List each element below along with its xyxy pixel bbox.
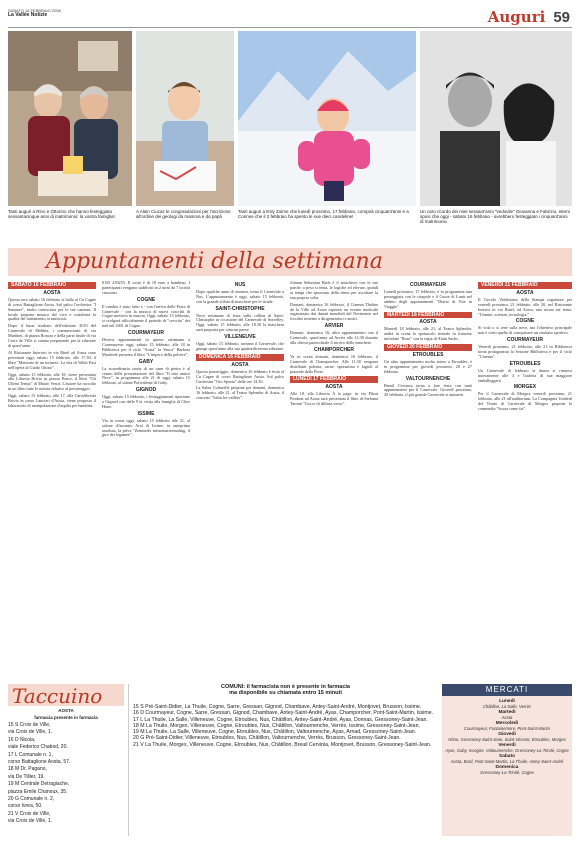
markets-box xyxy=(442,684,572,836)
article-paragraph: Va in scena domani, domenica 16 febbraio, il Carnevale di Champorcher. Alle 11.30 vengono distribuiti polenta, carne, spezzatino e fagioli al piazzale della Poste. xyxy=(290,353,378,374)
masthead xyxy=(8,8,61,18)
pharmacy-item: corso Battaglione Aosta, 57. xyxy=(8,759,71,766)
day-header: GIOVEDÌ 20 FEBBRAIO xyxy=(384,344,472,351)
market-places: Aosta xyxy=(501,715,513,720)
article-paragraph: Il cambio è stato fatto e - con l'arrivo delle Feste di Carnevale - con la musica di nuovi coscritti di Cogne mettersi in marcia. Oggi, sabato 15 febbraio, si svolgerà ufficialmente il periodo di "crescita" dei nati nel 2001 di Cogne. xyxy=(102,303,190,329)
page-title: Appuntamenti della settimana xyxy=(46,249,383,274)
article-paragraph: Un Carnevale di febbraio la danza si rinnova nuovamente alle 4 e l'auletta di sua maggiore emballeggerà. xyxy=(478,367,572,383)
town-heading: AOSTA xyxy=(419,319,437,326)
town-heading: AOSTA xyxy=(516,289,534,296)
town-heading: CHAMPORCHER xyxy=(314,346,354,353)
article-paragraph: Oggi, sabato 15 febbraio, tornano il Carnevale, che giunge quest'anno alla sua quattordicesima edizione. xyxy=(196,341,284,351)
town-heading: GIGNOD xyxy=(135,387,157,394)
pharmacy-item: via Croix de Ville, 1. xyxy=(8,729,53,736)
comuni-header-line: COMUNI: il farmacista non è presente in farmacia xyxy=(221,684,350,690)
town-heading: COGNE xyxy=(515,318,535,325)
pharmacy-item: 18 M Dr. Pagano, xyxy=(8,766,47,773)
article-paragraph: Martedì 18 febbraio, alle 21, al Teatro Splendor, andrà in scena lo spettacolo teatrale in francese intitolato "Rose" con la regia di Alain Sachs. xyxy=(384,326,472,342)
pharmacy-item: 15 S Croix de Ville, xyxy=(8,722,51,728)
comuni-item: 20 G Pré-Saint-Didier, Villeneuve, Etroubles, Nus, Châtillon, Valtournenche, Verrès, Brusson, Gressoney-Saint-Jean. xyxy=(133,735,401,742)
article-paragraph: Al Ristorante Interiori in via Binel ad Aosta sono presentati oggi, sabato 15 febbraio, alle 17.30, il libro "Memorie di un torinese. La vita di Valdo Fusi nell'opera di Guido Ottino". xyxy=(8,349,96,370)
day-header: MARTEDÌ 18 FEBBRAIO xyxy=(384,312,472,319)
header-divider xyxy=(8,27,572,28)
article-paragraph: Diversi appuntamenti in questo settimana a Courmayeur: oggi, sabato 15 febbraio, alle 18 in Biblioteca per il ciclo "Aosta" la Venca" Barbara Manfredi presenta il libro "L'impero della polvere". xyxy=(102,337,190,357)
market-day: Domenica xyxy=(495,765,519,770)
town-heading: COURMAYEUR xyxy=(410,282,446,288)
town-heading: COGNE xyxy=(136,296,156,303)
photo-child-drawing xyxy=(136,31,234,206)
section-header xyxy=(488,8,570,26)
title-banner xyxy=(8,248,572,276)
comuni-item: 18 M La Thuile, Morgex, Villeneuve, Cogne, Etroubles, Nus, Châtillon, Valtournenche, Verrès, Issime, Gressoney-Saint-Jean. xyxy=(133,722,420,729)
market-day: Lunedì xyxy=(499,699,515,704)
photo-child-snow xyxy=(238,31,416,206)
pharmacy-item: 19 M Centrale Detragiache, xyxy=(8,781,70,788)
photo-caption-4: Un caro ricordo dei miei sessant'anni "vedovile" Giovanna e Fabrizio, eterni sposi che oggi - sabato 16 febbraio - avrebbero festeggiato i cinquant'anni di matrimonio xyxy=(420,209,570,225)
town-heading: MORGEX xyxy=(513,384,537,391)
photo-caption-1: Tanti auguri a Rino e Ottorino che hanno festeggiato sessantacinque anni di matrimonio: la vostra famiglia! xyxy=(8,209,115,220)
article-paragraph: La Salon Culturelle propone per domani, domenica 16 febbraio, alle 21, al Teatro Splendor di Aosta, il concerto "Salut les vallées". xyxy=(196,385,284,401)
masthead-name: La Vallée Notizie xyxy=(8,12,48,18)
town-heading: AOSTA xyxy=(231,361,249,368)
comuni-item: 21 V La Thuile, Morgex, Villeneuve, Cogne, Etroubles, Nus, Châtillon, Breuil Cervinia, Montjovet, Brusson, Gressoney-Saint-Jean. xyxy=(133,741,432,748)
market-places: Gressoney-La-Trinité, Cogne xyxy=(480,770,534,775)
market-day: Venerdì xyxy=(498,743,516,748)
markets-title: MERCATI xyxy=(442,684,572,696)
article-paragraph: Il Circolo Valdostano della Stampa organizza per venerdì prossimo, 21 febbraio, alle 20, nel Ristorante Intesisi in via Binel, ad Aosta, una serata sul tema: "Uomini, scienza, tecnologia." xyxy=(478,296,572,317)
article-paragraph: Venerdì prossimo, 21 febbraio, alle 21 in Biblioteca torna protagonista la Sezione Biblioteca e per il ciclo "Cinema". xyxy=(478,344,572,359)
pharmacy-item: corso Ivrea, 50. xyxy=(8,803,43,810)
market-day: Martedì xyxy=(498,710,516,715)
market-places: Courmayeur, Fontainemore, Pont-Saint-Martin xyxy=(464,726,550,731)
day-header: SABATO 16 FEBBRAIO xyxy=(8,282,96,289)
town-heading: SAINT-CHRISTOPHE xyxy=(215,305,265,312)
article-paragraph: Oggi, sabato 15 febbraio, alle 17, alla Cartolibreria Brivio in corso Lancieri d'Aosta, viene proposto il laboratorio di manipolazione d'argilla per bambini. xyxy=(8,393,96,408)
markets-list xyxy=(442,696,572,777)
pharmacy-subtitle: farmacia presente in farmacia xyxy=(34,715,98,720)
article-paragraph: Domani, domenica 16, altro appuntamento con il Carnevale, quest'anno ad Arvier alle 14.30 durante alla chiesa parrocchiale il ritrovo delle maschere. xyxy=(290,330,378,345)
town-heading: COURMAYEUR xyxy=(507,337,543,344)
town-heading: ETROUBLES xyxy=(509,360,541,367)
column-2 xyxy=(102,281,190,679)
town-heading: NUS xyxy=(234,282,246,288)
market-day: Mercoledì xyxy=(495,721,519,726)
column-5 xyxy=(384,281,472,679)
pharmacy-item: viale Federico Chabod, 20. xyxy=(8,744,68,751)
column-6 xyxy=(478,281,572,679)
pharmacy-list xyxy=(8,722,124,826)
photo-caption-3: Tanti auguri a Esly Zulme che lunedì prossimo, 17 febbraio, compirà cinquant'anni e a Corinne che il 2 febbraio ha spento le sue dieci candeline! xyxy=(238,209,409,220)
town-heading: VILLENEUVE xyxy=(224,334,256,341)
pharmacy-title: Taccuino xyxy=(8,684,124,706)
article-paragraph: Johann Sebastian Bach è il antichisce con le sue parole, a peso si tenta, le logiche ed elevare, quindi ai tempi che spezzano della ritmo per ascoltare la sua proprio volta. xyxy=(290,281,378,300)
day-header: DOMENICA 16 FEBBRAIO xyxy=(196,354,284,361)
town-heading: VALTOURNENCHE xyxy=(405,375,451,382)
pharmacy-item: 16 D Nicola, xyxy=(8,736,36,743)
pharmacy-item: via De Tillier, 19. xyxy=(8,773,45,780)
article-paragraph: Si vola o si tene sulla neve, ma l'obiettivo principale non è certo quello di conquistare un risultato sportivo. xyxy=(478,325,572,336)
market-places: Hône, Gressoney-Saint-Jean, Saint-Vincent, Etroubles, Morgex xyxy=(448,737,566,742)
article-paragraph: Dopo qualche anno di assenza, torna il Carnevale a Nus. L'appuntamento è oggi, sabato 15 febbraio, con la grande sfilata di maschere per le strade. xyxy=(196,288,284,304)
article-paragraph: Questa sera sabato 16 febbraio si balla al Cu Cagne di corso Battaglione Aosta. Sul palco l'orchestra "I Summer", molto conosciuta per le sue canzoni. Il locale propone musica dal vivo e sottolinea la qualità del trattamento ai musicisti. xyxy=(8,296,96,322)
town-heading: ISSIME xyxy=(137,410,155,417)
column-1 xyxy=(8,281,96,679)
town-heading: ARVIER xyxy=(324,323,344,330)
market-places: Aosta, Bard, Pont-Saint-Martin, La Thuile, Antey-Saint-André xyxy=(450,759,564,764)
article-paragraph: Un altro appuntamento molto atteso a Etroubles, è in programma per giovedì prossimo, 20 e 27 febbraio. xyxy=(384,358,472,374)
town-heading: ETROUBLES xyxy=(412,351,444,358)
masthead-date: SABATO 16 FEBBRAIO 2008 xyxy=(8,8,61,13)
article-paragraph: La straordinaria storia di un cane di pietra è al centro della presentazione del libro "Il mio amico Neve", in programma alle 21 di oggi, sabato 15 febbraio, al salone Polivalente di Gaby. xyxy=(102,365,190,386)
comuni-list xyxy=(133,704,438,748)
comuni-header xyxy=(133,684,438,696)
comuni-item: 16 D Courmayeur, Cogne, Sarre, Gressan, Gignod, Chambave, Antey-Saint-André, Ayas, Champorcher, Pont-Saint-Martin, Issime. xyxy=(133,710,434,717)
article-paragraph: Oggi, sabato 15 febbraio, alle 18, viene presentato alla Libreria Brivio in piazza Bruce, il libro "Gli Ultimi Tempi" di Mauro Vestri. L'autore ha raccolto in un libro tutte le notizie relative al personaggio. xyxy=(8,371,96,392)
market-places: Châtillon, La Salle, Verrès xyxy=(482,704,532,709)
photo-wedding-bw xyxy=(420,31,572,206)
article-paragraph: Domani, domenica 16 febbraio, il Cinema Théâtre de la Ville ad Aosta ospiterà un evento musicale organizzato dai dunati mondiali del Nevimenis nel focolari insieme a dirigenziatori e amici. xyxy=(290,301,378,322)
section-label: Auguri xyxy=(487,8,546,26)
article-paragraph: Questo pomeriggio, domenica 16 febbraio è festa al Cu Cagne di corso Battaglione Aosta. Sul palco l'orchestra "Oro Spezia" dalle ore 14.30. xyxy=(196,368,284,384)
column-4 xyxy=(290,281,378,679)
pharmacy-item: via Croix de Ville, 1. xyxy=(8,818,53,825)
article-paragraph: Alle 18, alla Libreria À la page, in via Pilzat Pirobrat ad Aosta sarà presentata il libro di Stefania Tarrani "Gocce di diffusa verso". xyxy=(290,391,378,407)
page-number: 59 xyxy=(553,9,570,26)
article-paragraph: Lunedì prossimo, 17 febbraio, è in programma una passeggiata con le ciaspole e il Cuore di Lunir nel ambito degli appuntamenti "Diario di Vita in Viaggio". xyxy=(384,288,472,309)
photo-couple-birthday xyxy=(8,31,132,206)
town-heading: AOSTA xyxy=(325,384,343,391)
column-3 xyxy=(196,281,284,679)
article-paragraph: Oggi, sabato 15 febbraio, i festeggiamenti riportano a Gignod con dalle 9 la visita alla famiglia di Chez Hone. xyxy=(102,394,190,409)
comuni-header-line: ma disponibile su chiamata entro 15 minuti xyxy=(229,690,342,696)
pharmacy-town: AOSTA xyxy=(58,708,74,713)
market-day: Giovedì xyxy=(498,732,516,737)
market-places: Ayas, Gaby, Issogne, Valtournenche, Gressoney-La-Trinité, Cogne xyxy=(445,748,569,753)
pharmacy-box xyxy=(8,684,124,836)
article-paragraph: Breuil Cervinia torna a fare festa con tanti appuntamenti per il Carnevale. Giovedì prossimo, 20 febbraio, il più grande Carnevale si animerà. xyxy=(384,382,472,398)
article-paragraph: Per il Carnevale di Morgex venerdì prossimo, 21 febbraio, alle 21 all'auditorium. La Compagnia Unidedi del Teatro di Carnevale di Morgex propone la commedia "Scusa come fai". xyxy=(478,391,572,412)
article-paragraph: Via in scena oggi, sabato 15 febbraio alle 21, al salone d'incontro Aral di Issime, in anteprima assoluta, la pièce "Zemnedis missematteemaling, il giro dei legamee". xyxy=(102,417,190,438)
town-heading: AOSTA xyxy=(43,289,61,296)
pharmacy-item: 21 V Croix de Ville, xyxy=(8,810,51,817)
article-paragraph: Nove settimane di festa sulla collina di Saint-Christophe in occasione del Carnevale di Sorrelley. Oggi, sabato 15 febbraio, alle 18.30 la maschera sarà proposta per ciascun paese. xyxy=(196,312,284,333)
day-header: LUNEDÌ 17 FEBBRAIO xyxy=(290,376,378,383)
comuni-item: 19 M La Thuile, La Salle, Villeneuve, Cogne, Etroubles, Nus, Châtillon, Valtournenche, Ayas, Arnad, Gressoney-Saint-Jean. xyxy=(133,729,417,736)
comuni-item: 15 S Pré-Saint-Didier, La Thuile, Cogne, Sarre, Gressan, Gignod, Chambave, Antey-Saint-André, Montjovet, Brusson, Issime. xyxy=(133,704,422,710)
article-paragraph: Dopo il buon risultato dell'edizione 2019 del Carnevale di Mebbia, i commercianti di via Martinet, di piazza Roncas e della parte finale di via Croix de Ville si stanno preparando per la edizione di quest'anno. xyxy=(8,323,96,348)
town-heading: GABY xyxy=(138,358,154,365)
market-day: Sabato xyxy=(499,754,515,759)
pharmacy-item: 20 G Comunale n. 2, xyxy=(8,796,55,803)
pharmacy-item: piazza Emile Chanoux, 35. xyxy=(8,788,68,795)
comuni-box xyxy=(128,684,438,836)
pharmacy-item: 17 L Comunale n. 1, xyxy=(8,751,53,758)
comuni-item: 17 L La Thuile, La Salle, Villeneuve, Cogne, Etroubles, Nus, Châtillon, Antey-Saint-André, Ayas, Donnas, Gressoney-Saint-Jean. xyxy=(133,716,428,723)
town-heading: COURMAYEUR xyxy=(128,330,164,337)
photo-caption-2: A Alain Ciucaz le congratulazioni per l'iscrizione all'ordine dei geologi da mamma e da papà xyxy=(136,209,231,220)
article-paragraph: 0165 239255. Il costo è di 10 euro a bambino. I partecipanti vengono suddivisi in 2 turni da 7 iscritti ciascuno. xyxy=(102,281,190,295)
day-header: VENERDÌ 21 FEBBRAIO xyxy=(478,282,572,289)
